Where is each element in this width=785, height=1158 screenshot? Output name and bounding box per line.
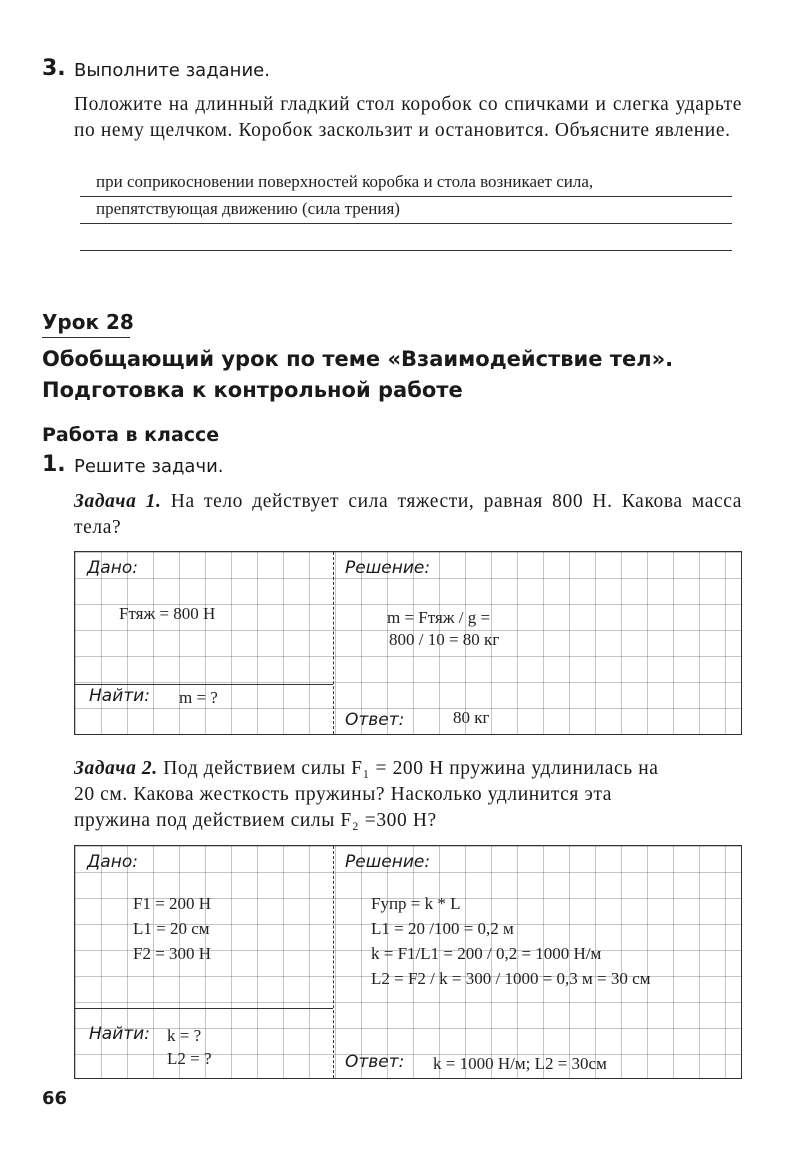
problem2-divider-horizontal bbox=[75, 1008, 333, 1009]
task3-instruction: Выполните задание. bbox=[74, 60, 270, 81]
problem2-given-line1: F1 = 200 Н bbox=[133, 894, 212, 913]
problem2-solution-line1: Fупр = k * L bbox=[371, 894, 461, 913]
problem2-given-line2: L1 = 20 см bbox=[133, 919, 210, 938]
problem2-answer-label: Ответ: bbox=[345, 1052, 405, 1072]
problem2-statement bbox=[74, 756, 742, 834]
lesson-heading-line2: Подготовка к контрольной работе bbox=[42, 378, 463, 402]
page-number: 66 bbox=[42, 1088, 68, 1109]
problem2-text-line2: 20 см. Какова жесткость пружины? Насколько удлинится эта bbox=[74, 784, 613, 805]
problem2-text-line3: пружина под действием силы F₂ =300 Н? bbox=[74, 810, 437, 831]
problem2-find-line1: k = ? bbox=[167, 1026, 202, 1045]
problem1-divider-vertical bbox=[333, 552, 334, 734]
problem2-given-label: Дано: bbox=[87, 852, 138, 872]
problem2-divider-vertical bbox=[333, 846, 334, 1078]
problem1-solution-line2: 800 / 10 = 80 кг bbox=[389, 630, 500, 649]
problem1-given-label: Дано: bbox=[87, 558, 138, 578]
problem1-solution-line1: m = Fтяж / g = bbox=[387, 608, 491, 627]
lesson-title: Урок 28 bbox=[42, 310, 134, 334]
problem1-solution-grid bbox=[74, 551, 742, 735]
problem1-statement bbox=[74, 489, 742, 541]
problem2-solution-grid bbox=[74, 845, 742, 1079]
task1-number: 1. bbox=[42, 452, 66, 477]
lesson-title-underline bbox=[42, 337, 130, 338]
answer-rule-1 bbox=[80, 196, 732, 197]
answer-rule-2 bbox=[80, 223, 732, 224]
task1-instruction: Решите задачи. bbox=[74, 456, 224, 477]
task3-answer-line2: препятствующая движению (сила трения) bbox=[96, 199, 400, 218]
problem2-text-line1: Под действием силы F₁ = 200 Н пружина удлинилась на bbox=[163, 758, 659, 779]
problem1-label: Задача 1. bbox=[74, 491, 162, 512]
problem2-solution-label: Решение: bbox=[345, 852, 431, 872]
problem2-solution-line2: L1 = 20 /100 = 0,2 м bbox=[371, 919, 514, 938]
problem1-find-label: Найти: bbox=[89, 686, 150, 706]
problem2-solution-line4: L2 = F2 / k = 300 / 1000 = 0,3 м = 30 см bbox=[371, 969, 651, 988]
problem1-answer-value: 80 кг bbox=[453, 708, 490, 727]
lesson-heading-line1: Обобщающий урок по теме «Взаимодействие тел». bbox=[42, 347, 674, 371]
problem1-solution-label: Решение: bbox=[345, 558, 431, 578]
task3-number: 3. bbox=[42, 56, 66, 81]
task3-answer-line1: при соприкосновении поверхностей коробка и стола возникает сила, bbox=[96, 172, 594, 191]
problem2-find-label: Найти: bbox=[89, 1024, 150, 1044]
answer-rule-3 bbox=[80, 250, 732, 251]
problem1-text: На тело действует сила тяжести, равная 800 Н. Какова масса тела? bbox=[74, 491, 742, 538]
problem2-solution-line3: k = F1/L1 = 200 / 0,2 = 1000 Н/м bbox=[371, 944, 602, 963]
problem1-divider-horizontal bbox=[75, 684, 333, 685]
problem2-answer-value: k = 1000 Н/м; L2 = 30см bbox=[433, 1054, 607, 1073]
problem2-label: Задача 2. bbox=[74, 758, 158, 779]
problem1-find-value: m = ? bbox=[179, 688, 218, 707]
task3-text: Положите на длинный гладкий стол коробок со спичками и слегка ударьте по нему щелчком. Коробок заскользит и остановится. Объясните явление. bbox=[74, 94, 742, 141]
classwork-title: Работа в классе bbox=[42, 424, 220, 446]
problem2-given-line3: F2 = 300 Н bbox=[133, 944, 212, 963]
problem2-find-line2: L2 = ? bbox=[167, 1049, 212, 1068]
problem2-line1 bbox=[74, 756, 742, 782]
problem1-given-value: Fтяж = 800 Н bbox=[119, 604, 216, 623]
problem1-answer-label: Ответ: bbox=[345, 710, 405, 730]
